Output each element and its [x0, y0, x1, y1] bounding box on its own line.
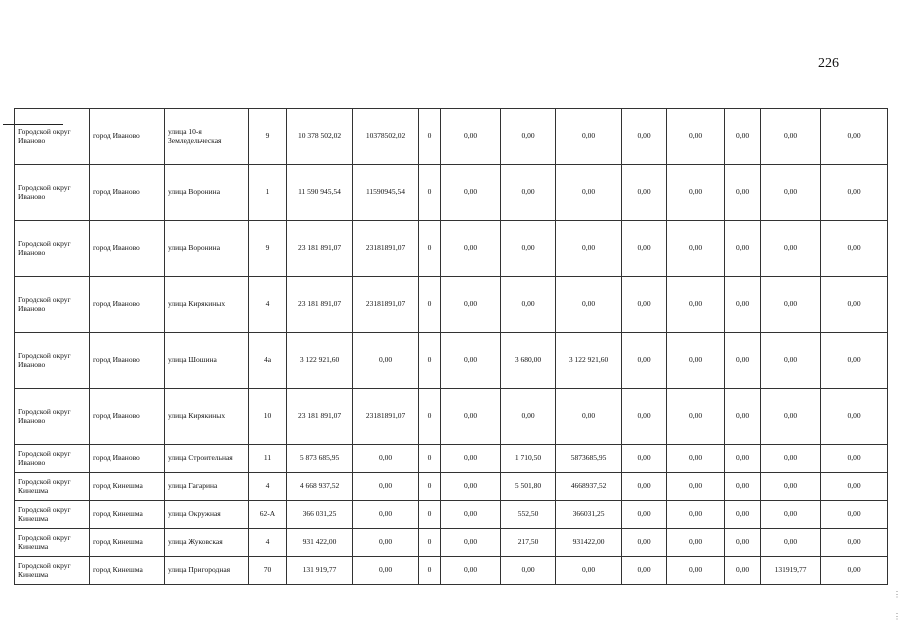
cell-c2: 0: [419, 333, 441, 389]
table-row: [15, 277, 888, 333]
cell-c4: 0,00: [501, 221, 556, 277]
cell-street: улица Жуковская: [165, 529, 249, 557]
cell-c7: 0,00: [667, 333, 725, 389]
scan-artifact-dots: ⋮: [893, 612, 901, 621]
cell-locality: город Кинешма: [90, 529, 165, 557]
table-row: [15, 473, 888, 501]
cell-house: 4а: [249, 333, 287, 389]
cell-total: 366 031,25: [287, 501, 353, 529]
cell-c9: 0,00: [761, 389, 821, 445]
cell-c8: 0,00: [725, 473, 761, 501]
cell-c5: 0,00: [556, 557, 622, 585]
cell-street: улица Гагарина: [165, 473, 249, 501]
cell-c8: 0,00: [725, 165, 761, 221]
cell-c3: 0,00: [441, 221, 501, 277]
cell-c2: 0: [419, 389, 441, 445]
cell-c3: 0,00: [441, 277, 501, 333]
cell-c4: 3 680,00: [501, 333, 556, 389]
cell-locality: город Кинешма: [90, 473, 165, 501]
cell-total: 131 919,77: [287, 557, 353, 585]
table-row: [15, 389, 888, 445]
cell-c8: 0,00: [725, 389, 761, 445]
cell-c7: 0,00: [667, 557, 725, 585]
cell-c5: 931422,00: [556, 529, 622, 557]
cell-c6: 0,00: [622, 221, 667, 277]
cell-c2: 0: [419, 473, 441, 501]
cell-total: 5 873 685,95: [287, 445, 353, 473]
cell-house: 62-А: [249, 501, 287, 529]
cell-c6: 0,00: [622, 529, 667, 557]
cell-c8: 0,00: [725, 529, 761, 557]
cell-c3: 0,00: [441, 529, 501, 557]
cell-c4: 0,00: [501, 557, 556, 585]
cell-c2: 0: [419, 501, 441, 529]
cell-c10: 0,00: [821, 389, 888, 445]
cell-municipality: Городской округ Иваново: [15, 165, 90, 221]
cell-c1: 11590945,54: [353, 165, 419, 221]
cell-c3: 0,00: [441, 445, 501, 473]
cell-c10: 0,00: [821, 501, 888, 529]
cell-c4: 0,00: [501, 165, 556, 221]
table-row: [15, 109, 888, 165]
cell-c3: 0,00: [441, 473, 501, 501]
cell-house: 10: [249, 389, 287, 445]
cell-c6: 0,00: [622, 557, 667, 585]
cell-c1: 23181891,07: [353, 221, 419, 277]
cell-house: 9: [249, 221, 287, 277]
cell-street: улица Строительная: [165, 445, 249, 473]
cell-c9: 0,00: [761, 473, 821, 501]
cell-locality: город Кинешма: [90, 501, 165, 529]
cell-total: 10 378 502,02: [287, 109, 353, 165]
cell-total: 23 181 891,07: [287, 389, 353, 445]
cell-house: 4: [249, 473, 287, 501]
cell-street: улица Кирякиных: [165, 277, 249, 333]
cell-municipality: Городской округ Иваново: [15, 389, 90, 445]
cell-c2: 0: [419, 109, 441, 165]
cell-c8: 0,00: [725, 277, 761, 333]
table-row: [15, 445, 888, 473]
cell-total: 23 181 891,07: [287, 277, 353, 333]
cell-c6: 0,00: [622, 445, 667, 473]
table-row: [15, 529, 888, 557]
cell-c9: 0,00: [761, 529, 821, 557]
cell-total: 11 590 945,54: [287, 165, 353, 221]
cell-c7: 0,00: [667, 529, 725, 557]
cell-c8: 0,00: [725, 109, 761, 165]
cell-c6: 0,00: [622, 109, 667, 165]
cell-house: 4: [249, 529, 287, 557]
cell-c9: 0,00: [761, 501, 821, 529]
cell-c1: 0,00: [353, 473, 419, 501]
cell-locality: город Иваново: [90, 277, 165, 333]
cell-c4: 552,50: [501, 501, 556, 529]
cell-street: улица Пригородная: [165, 557, 249, 585]
cell-c1: 23181891,07: [353, 389, 419, 445]
cell-c7: 0,00: [667, 109, 725, 165]
cell-c8: 0,00: [725, 445, 761, 473]
cell-c8: 0,00: [725, 221, 761, 277]
cell-c7: 0,00: [667, 501, 725, 529]
cell-municipality: Городской округ Кинешма: [15, 557, 90, 585]
cell-locality: город Иваново: [90, 165, 165, 221]
cell-municipality: Городской округ Иваново: [15, 109, 90, 165]
cell-c8: 0,00: [725, 333, 761, 389]
cell-c8: 0,00: [725, 501, 761, 529]
cell-street: улица Окружная: [165, 501, 249, 529]
cell-c1: 10378502,02: [353, 109, 419, 165]
cell-municipality: Городской округ Кинешма: [15, 473, 90, 501]
cell-c1: 0,00: [353, 501, 419, 529]
cell-c6: 0,00: [622, 165, 667, 221]
cell-c6: 0,00: [622, 389, 667, 445]
cell-house: 1: [249, 165, 287, 221]
cell-c2: 0: [419, 277, 441, 333]
cell-c3: 0,00: [441, 389, 501, 445]
cell-total: 931 422,00: [287, 529, 353, 557]
cell-street: улица Воронина: [165, 165, 249, 221]
cell-c3: 0,00: [441, 557, 501, 585]
cell-c10: 0,00: [821, 557, 888, 585]
cell-total: 4 668 937,52: [287, 473, 353, 501]
cell-street: улица Шошина: [165, 333, 249, 389]
table-row: [15, 165, 888, 221]
cell-c4: 0,00: [501, 109, 556, 165]
cell-locality: город Иваново: [90, 333, 165, 389]
cell-c2: 0: [419, 529, 441, 557]
cell-c7: 0,00: [667, 221, 725, 277]
cell-c10: 0,00: [821, 277, 888, 333]
cell-c5: 5873685,95: [556, 445, 622, 473]
table-row: [15, 557, 888, 585]
cell-municipality: Городской округ Иваново: [15, 221, 90, 277]
cell-c9: 131919,77: [761, 557, 821, 585]
cell-c7: 0,00: [667, 473, 725, 501]
cell-c2: 0: [419, 445, 441, 473]
cell-locality: город Иваново: [90, 445, 165, 473]
cell-c5: 0,00: [556, 165, 622, 221]
cell-c7: 0,00: [667, 389, 725, 445]
cell-c9: 0,00: [761, 109, 821, 165]
cell-c4: 217,50: [501, 529, 556, 557]
cell-municipality: Городской округ Кинешма: [15, 529, 90, 557]
page-number: 226: [818, 56, 839, 71]
cell-c4: 5 501,80: [501, 473, 556, 501]
cell-total: 3 122 921,60: [287, 333, 353, 389]
cell-c3: 0,00: [441, 109, 501, 165]
cell-c10: 0,00: [821, 445, 888, 473]
cell-c7: 0,00: [667, 277, 725, 333]
cell-c7: 0,00: [667, 445, 725, 473]
cell-street: улица Воронина: [165, 221, 249, 277]
cell-locality: город Кинешма: [90, 557, 165, 585]
cell-c3: 0,00: [441, 165, 501, 221]
cell-c1: 23181891,07: [353, 277, 419, 333]
cell-house: 4: [249, 277, 287, 333]
cell-locality: город Иваново: [90, 221, 165, 277]
cell-c8: 0,00: [725, 557, 761, 585]
cell-c5: 366031,25: [556, 501, 622, 529]
cell-c3: 0,00: [441, 501, 501, 529]
cell-c7: 0,00: [667, 165, 725, 221]
cell-municipality: Городской округ Кинешма: [15, 501, 90, 529]
cell-c1: 0,00: [353, 557, 419, 585]
cell-municipality: Городской округ Иваново: [15, 277, 90, 333]
cell-c1: 0,00: [353, 445, 419, 473]
cell-c10: 0,00: [821, 165, 888, 221]
table-row: [15, 333, 888, 389]
cell-c9: 0,00: [761, 165, 821, 221]
cell-c4: 0,00: [501, 389, 556, 445]
cell-house: 70: [249, 557, 287, 585]
cell-c10: 0,00: [821, 473, 888, 501]
cell-municipality: Городской округ Иваново: [15, 333, 90, 389]
cell-c9: 0,00: [761, 277, 821, 333]
cell-c4: 1 710,50: [501, 445, 556, 473]
cell-c2: 0: [419, 557, 441, 585]
cell-c3: 0,00: [441, 333, 501, 389]
cell-c5: 0,00: [556, 221, 622, 277]
cell-street: улица Кирякиных: [165, 389, 249, 445]
cell-c5: 0,00: [556, 389, 622, 445]
cell-c9: 0,00: [761, 221, 821, 277]
cell-street: улица 10-я Земледельческая: [165, 109, 249, 165]
cell-c5: 0,00: [556, 277, 622, 333]
cell-c10: 0,00: [821, 529, 888, 557]
cell-c1: 0,00: [353, 529, 419, 557]
cell-total: 23 181 891,07: [287, 221, 353, 277]
cell-c10: 0,00: [821, 109, 888, 165]
cell-c2: 0: [419, 221, 441, 277]
cell-c6: 0,00: [622, 277, 667, 333]
scan-artifact-dots: ⋮: [893, 590, 901, 599]
table-row: [15, 221, 888, 277]
cell-c4: 0,00: [501, 277, 556, 333]
cell-c6: 0,00: [622, 473, 667, 501]
cell-c1: 0,00: [353, 333, 419, 389]
cell-c5: 0,00: [556, 109, 622, 165]
cell-c10: 0,00: [821, 333, 888, 389]
cell-house: 9: [249, 109, 287, 165]
cell-c9: 0,00: [761, 333, 821, 389]
cell-c9: 0,00: [761, 445, 821, 473]
cell-c2: 0: [419, 165, 441, 221]
cell-house: 11: [249, 445, 287, 473]
cell-c6: 0,00: [622, 501, 667, 529]
cell-c10: 0,00: [821, 221, 888, 277]
housing-repair-table: [14, 108, 888, 585]
cell-locality: город Иваново: [90, 109, 165, 165]
cell-c5: 3 122 921,60: [556, 333, 622, 389]
table-row: [15, 501, 888, 529]
cell-c5: 4668937,52: [556, 473, 622, 501]
cell-municipality: Городской округ Иваново: [15, 445, 90, 473]
cell-c6: 0,00: [622, 333, 667, 389]
cell-locality: город Иваново: [90, 389, 165, 445]
